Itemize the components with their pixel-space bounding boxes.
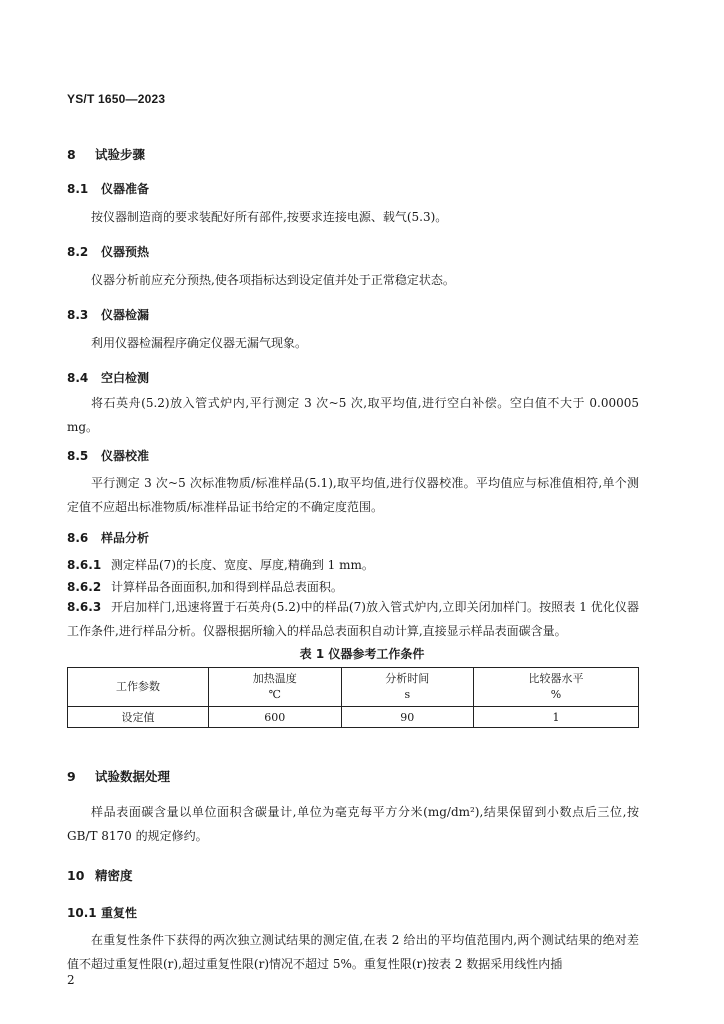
section-8-2-text: 仪器分析前应充分预热,使各项指标达到设定值并处于正常稳定状态。 bbox=[91, 273, 455, 287]
section-8-6-heading bbox=[67, 529, 149, 546]
section-title: 样品分析 bbox=[101, 531, 150, 545]
section-number: 8.6.2 bbox=[67, 580, 102, 594]
section-title: 仪器准备 bbox=[101, 182, 150, 196]
section-10-1-heading bbox=[67, 904, 137, 921]
column-unit: s bbox=[404, 688, 411, 701]
page-number: 2 bbox=[67, 973, 75, 987]
section-9-text: 样品表面碳含量以单位面积含碳量计,单位为毫克每平方分米(mg/dm²),结果保留到小数点后三位,按 GB/T 8170 的规定修约。 bbox=[67, 805, 639, 843]
section-title: 重复性 bbox=[101, 906, 138, 920]
section-text: 开启加样门,迅速将置于石英舟(5.2)中的样品(7)放入管式炉内,立即关闭加样门。按照表 1 优化仪器工作条件,进行样品分析。仪器根据所输入的样品总表面积自动计算,直接显示样品表面碳含量。 bbox=[67, 600, 639, 638]
section-number: 10 bbox=[67, 868, 85, 883]
column-unit: ℃ bbox=[268, 688, 281, 701]
section-number: 8.6.3 bbox=[67, 600, 102, 614]
section-title: 试验步骤 bbox=[95, 147, 146, 162]
section-8-5-heading bbox=[67, 447, 149, 464]
section-8-2-heading bbox=[67, 243, 149, 260]
section-title: 空白检测 bbox=[101, 371, 150, 385]
section-8-1-text: 按仪器制造商的要求装配好所有部件,按要求连接电源、载气(5.3)。 bbox=[91, 210, 448, 224]
section-8-1-heading bbox=[67, 180, 149, 197]
column-name: 比较器水平 bbox=[528, 672, 584, 685]
section-8-heading bbox=[67, 145, 145, 163]
table-row bbox=[68, 707, 639, 728]
section-number: 8.6 bbox=[67, 531, 89, 545]
table-header-row bbox=[68, 668, 639, 707]
section-number: 10.1 bbox=[67, 906, 97, 920]
section-title: 仪器检漏 bbox=[101, 308, 150, 322]
table-1-caption: 表 1 仪器参考工作条件 bbox=[299, 647, 425, 661]
row-header-cell: 工作参数 bbox=[68, 668, 209, 707]
table-1 bbox=[67, 667, 639, 728]
section-9-heading bbox=[67, 767, 170, 785]
column-header-analysis-time bbox=[341, 668, 474, 707]
section-title: 试验数据处理 bbox=[95, 769, 171, 784]
section-number: 8 bbox=[67, 147, 76, 162]
section-8-6-3 bbox=[67, 595, 639, 643]
section-number: 8.5 bbox=[67, 449, 89, 463]
value-cell: 600 bbox=[209, 707, 342, 728]
section-number: 8.2 bbox=[67, 245, 89, 259]
value-cell: 90 bbox=[341, 707, 474, 728]
column-name: 加热温度 bbox=[252, 672, 297, 685]
section-number: 8.6.1 bbox=[67, 558, 102, 572]
column-header-comparator-level bbox=[474, 668, 639, 707]
section-number: 8.1 bbox=[67, 182, 89, 196]
section-8-3-text: 利用仪器检漏程序确定仪器无漏气现象。 bbox=[91, 336, 308, 350]
section-8-5-text: 平行测定 3 次~5 次标准物质/标准样品(5.1),取平均值,进行仪器校准。平均值应与标准值相符,单个测定值不应超出标准物质/标准样品证书给定的不确定度范围。 bbox=[67, 476, 639, 514]
section-title: 仪器预热 bbox=[101, 245, 150, 259]
section-title: 精密度 bbox=[95, 868, 133, 883]
section-text: 测定样品(7)的长度、宽度、厚度,精确到 1 mm。 bbox=[111, 558, 374, 572]
column-unit: % bbox=[550, 688, 562, 701]
column-header-heating-temp bbox=[209, 668, 342, 707]
section-8-6-1 bbox=[67, 556, 374, 573]
section-number: 9 bbox=[67, 769, 76, 784]
section-text: 计算样品各面面积,加和得到样品总表面积。 bbox=[111, 580, 343, 594]
standard-header: YS/T 1650—2023 bbox=[67, 92, 166, 106]
section-title: 仪器校准 bbox=[101, 449, 150, 463]
value-cell: 1 bbox=[474, 707, 639, 728]
section-8-4-heading bbox=[67, 369, 149, 386]
section-number: 8.3 bbox=[67, 308, 89, 322]
row-label-cell: 设定值 bbox=[68, 707, 209, 728]
column-name: 分析时间 bbox=[385, 672, 430, 685]
section-number: 8.4 bbox=[67, 371, 89, 385]
section-10-heading bbox=[67, 866, 133, 884]
section-10-1-text: 在重复性条件下获得的两次独立测试结果的测定值,在表 2 给出的平均值范围内,两个测试结果的绝对差值不超过重复性限(r),超过重复性限(r)情况不超过 5%。重复性限(r)按表 2 数据采用线性内插 bbox=[67, 933, 639, 971]
section-8-3-heading bbox=[67, 306, 149, 323]
section-8-6-2 bbox=[67, 578, 343, 595]
section-8-4-text: 将石英舟(5.2)放入管式炉内,平行测定 3 次~5 次,取平均值,进行空白补偿。空白值不大于 0.00005 mg。 bbox=[67, 396, 639, 434]
